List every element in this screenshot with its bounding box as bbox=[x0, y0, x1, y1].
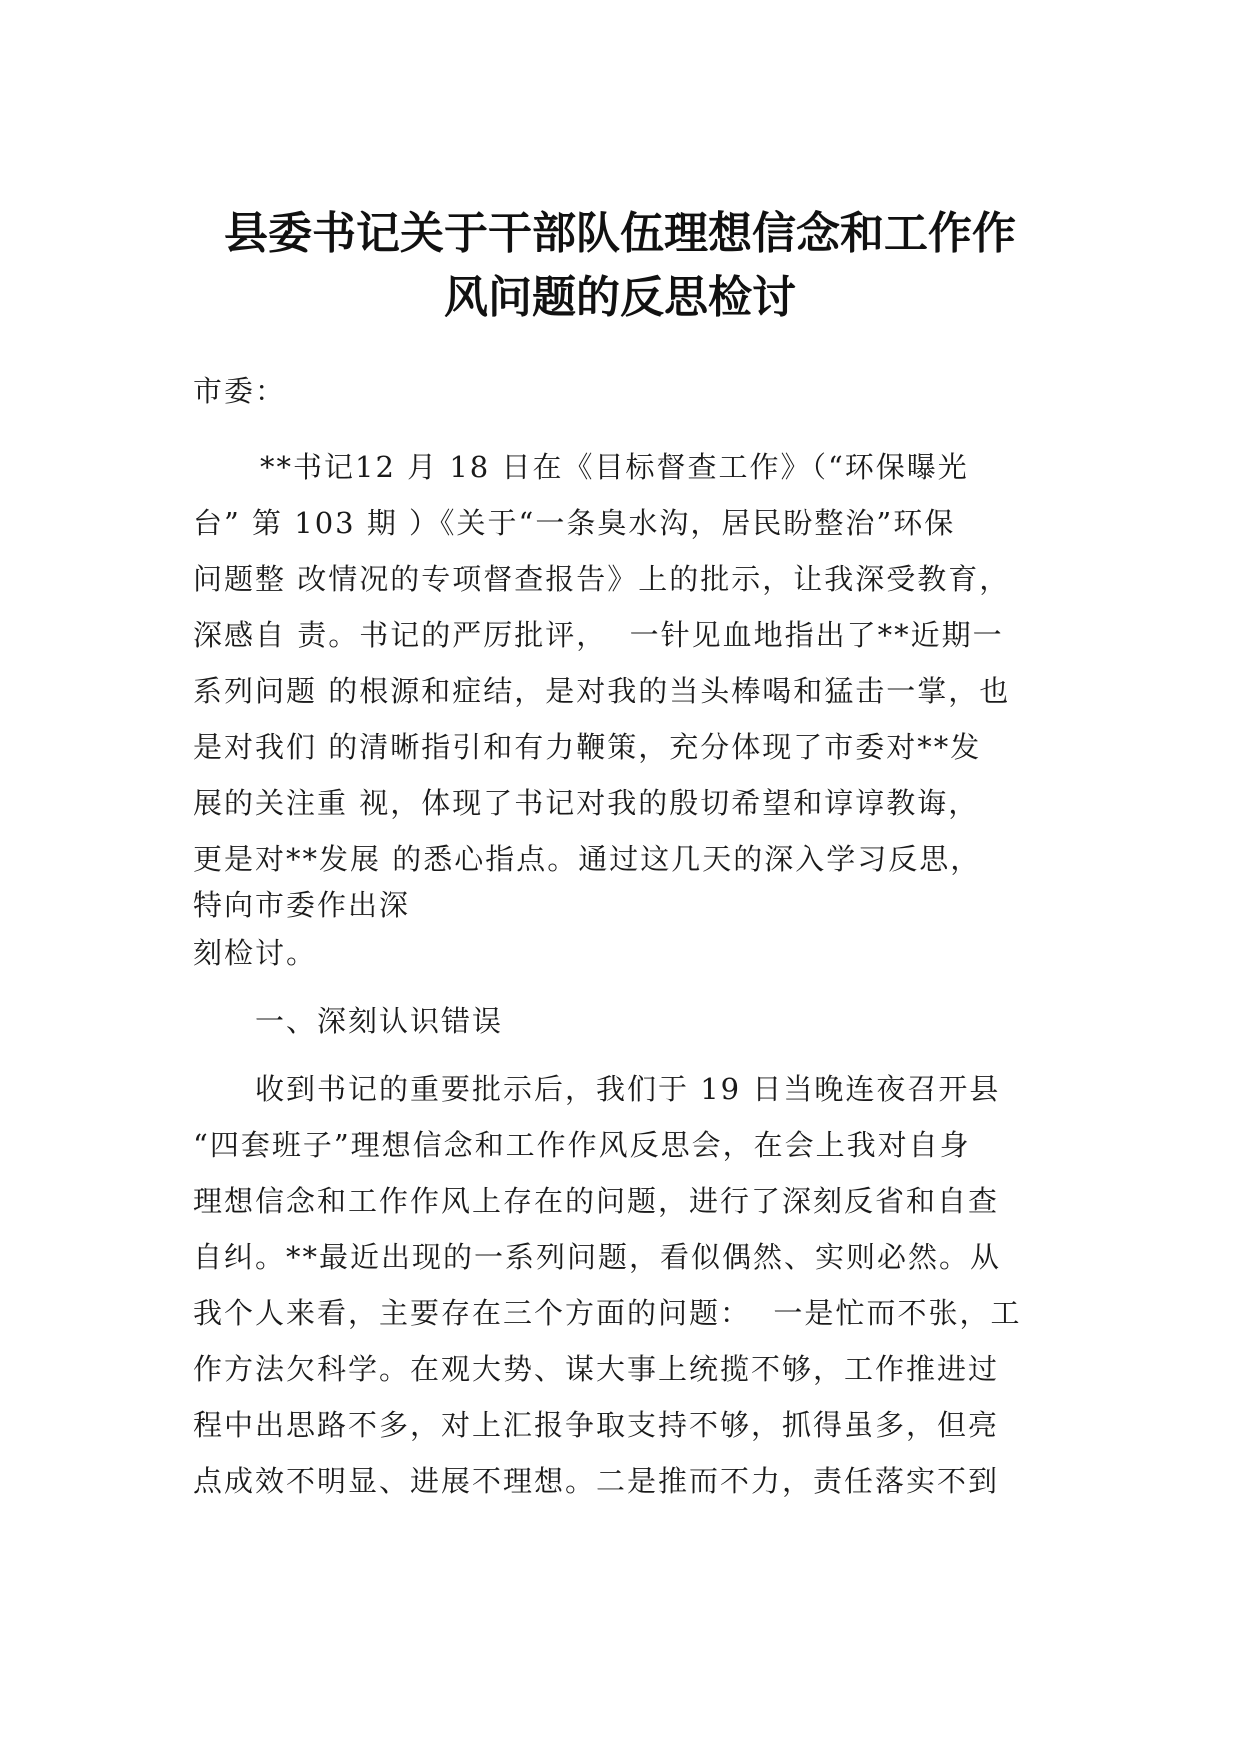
paragraph-2-line: 理想信念和工作作风上存在的问题，进行了深刻反省和自查 bbox=[193, 1184, 1000, 1218]
paragraph-1-line: 刻检讨。 bbox=[193, 936, 318, 970]
paragraph-1-line: 展的关注重 视，体现了书记对我的殷切希望和谆谆教诲， bbox=[193, 786, 980, 820]
document-title-line-1: 县委书记关于干部队伍理想信念和工作作 bbox=[224, 208, 1016, 259]
paragraph-1-line: 问题整 改情况的专项督查报告》上的批示，让我深受教育， bbox=[193, 562, 1011, 596]
paragraph-1-line: **书记12 月 18 日在《目标督查工作》（“环保曝光 bbox=[229, 450, 969, 484]
paragraph-2-line: “四套班子”理想信念和工作作风反思会，在会上我对自身 bbox=[193, 1128, 971, 1162]
paragraph-2-line: 作方法欠科学。在观大势、谋大事上统揽不够，工作推进过 bbox=[193, 1352, 1000, 1386]
paragraph-1-line: 特向市委作出深 bbox=[193, 888, 411, 922]
paragraph-1-line: 是对我们 的清晰指引和有力鞭策，充分体现了市委对**发 bbox=[193, 730, 982, 764]
paragraph-2-line: 我个人来看，主要存在三个方面的问题： 一是忙而不张，工 bbox=[193, 1296, 1022, 1330]
section-heading-1: 一、深刻认识错误 bbox=[193, 1004, 504, 1038]
salutation: 市委： bbox=[193, 374, 287, 408]
paragraph-2-line: 点成效不明显、进展不理想。二是推而不力，责任落实不到 bbox=[193, 1464, 1000, 1498]
paragraph-2-line: 收到书记的重要批示后，我们于 19 日当晚连夜召开县 bbox=[193, 1072, 1001, 1106]
paragraph-1-line: 系列问题 的根源和症结，是对我的当头棒喝和猛击一掌，也 bbox=[193, 674, 1011, 708]
document-title-line-2: 风问题的反思检讨 bbox=[444, 272, 796, 323]
paragraph-2-line: 程中出思路不多，对上汇报争取支持不够，抓得虽多，但亮 bbox=[193, 1408, 1000, 1442]
paragraph-1-line: 更是对**发展 的悉心指点。通过这几天的深入学习反思， bbox=[193, 842, 982, 876]
paragraph-1-line: 台” 第 103 期 ）《关于“一条臭水沟，居民盼整治”环保 bbox=[193, 506, 956, 540]
paragraph-2-line: 自纠。**最近出现的一系列问题，看似偶然、实则必然。从 bbox=[193, 1240, 1002, 1274]
paragraph-1-line: 深感自 责。书记的严厉批评， 一针见血地指出了**近期一 bbox=[193, 618, 1004, 652]
